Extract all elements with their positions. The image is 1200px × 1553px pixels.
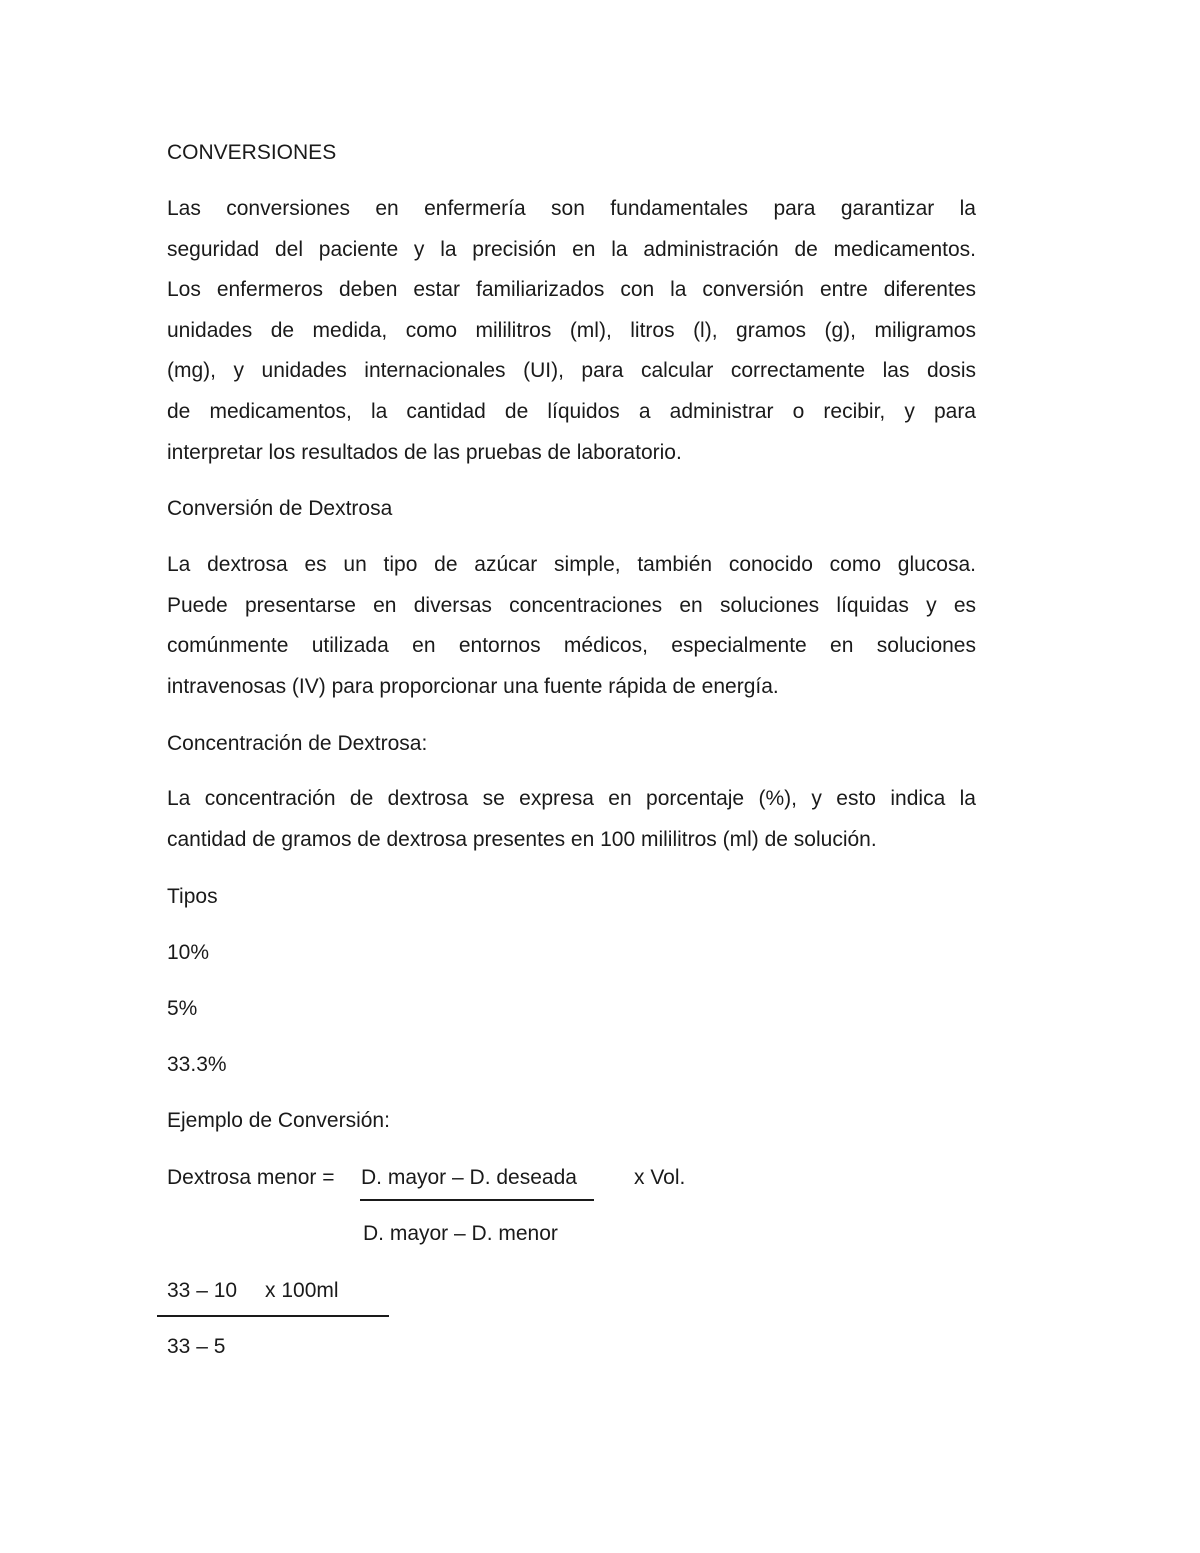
intro-line-2: seguridad del paciente y la precisión en la administración de medicamentos. [167, 237, 976, 261]
heading-dextrose: Conversión de Dextrosa [167, 497, 393, 520]
intro-line-6: de medicamentos, la cantidad de líquidos a administrar o recibir, y para [167, 399, 976, 423]
dextrose-line-1: La dextrosa es un tipo de azúcar simple, también conocido como glucosa. [167, 553, 976, 576]
document-title: CONVERSIONES [167, 141, 337, 164]
intro-paragraph [167, 189, 976, 473]
concentration-paragraph [167, 779, 976, 860]
concentration-line-1: La concentración de dextrosa se expresa en porcentaje (%), y esto indica la [167, 787, 976, 810]
concentration-line-2: cantidad de gramos de dextrosa presentes en 100 mililitros (ml) de solución. [167, 827, 877, 851]
formula-lhs: Dextrosa menor = [167, 1166, 335, 1189]
formula-numerator: D. mayor – D. deseada [361, 1166, 577, 1189]
example-label: Ejemplo de Conversión: [167, 1109, 390, 1132]
dextrose-line-2: Puede presentarse en diversas concentraciones en soluciones líquidas y es [167, 593, 976, 617]
formula-denominator: D. mayor – D. menor [363, 1222, 558, 1245]
dextrose-paragraph [167, 545, 976, 707]
intro-line-7: interpretar los resultados de las pruebas de laboratorio. [167, 440, 682, 464]
intro-line-3: Los enfermeros deben estar familiarizados con la conversión entre diferentes [167, 278, 976, 302]
types-label: Tipos [167, 885, 218, 908]
intro-line-4: unidades de medida, como mililitros (ml), litros (l), gramos (g), miligramos [167, 318, 976, 342]
type-item-2: 5% [167, 997, 198, 1020]
dextrose-line-3: comúnmente utilizada en entornos médicos, especialmente en soluciones [167, 634, 976, 658]
dextrose-line-4: intravenosas (IV) para proporcionar una fuente rápida de energía. [167, 674, 779, 698]
intro-line-5: (mg), y unidades internacionales (UI), para calcular correctamente las dosis [167, 359, 976, 383]
example-times: x 100ml [265, 1279, 339, 1302]
type-item-1: 10% [167, 941, 210, 964]
formula-times-vol: x Vol. [634, 1166, 686, 1189]
heading-concentration: Concentración de Dextrosa: [167, 732, 428, 755]
intro-line-1: Las conversiones en enfermería son fundamentales para garantizar la [167, 197, 976, 220]
example-fraction-bar [157, 1315, 389, 1317]
type-item-3: 33.3% [167, 1053, 227, 1076]
example-denominator: 33 – 5 [167, 1335, 226, 1358]
example-numerator: 33 – 10 [167, 1279, 238, 1302]
formula-fraction-bar [360, 1199, 594, 1201]
